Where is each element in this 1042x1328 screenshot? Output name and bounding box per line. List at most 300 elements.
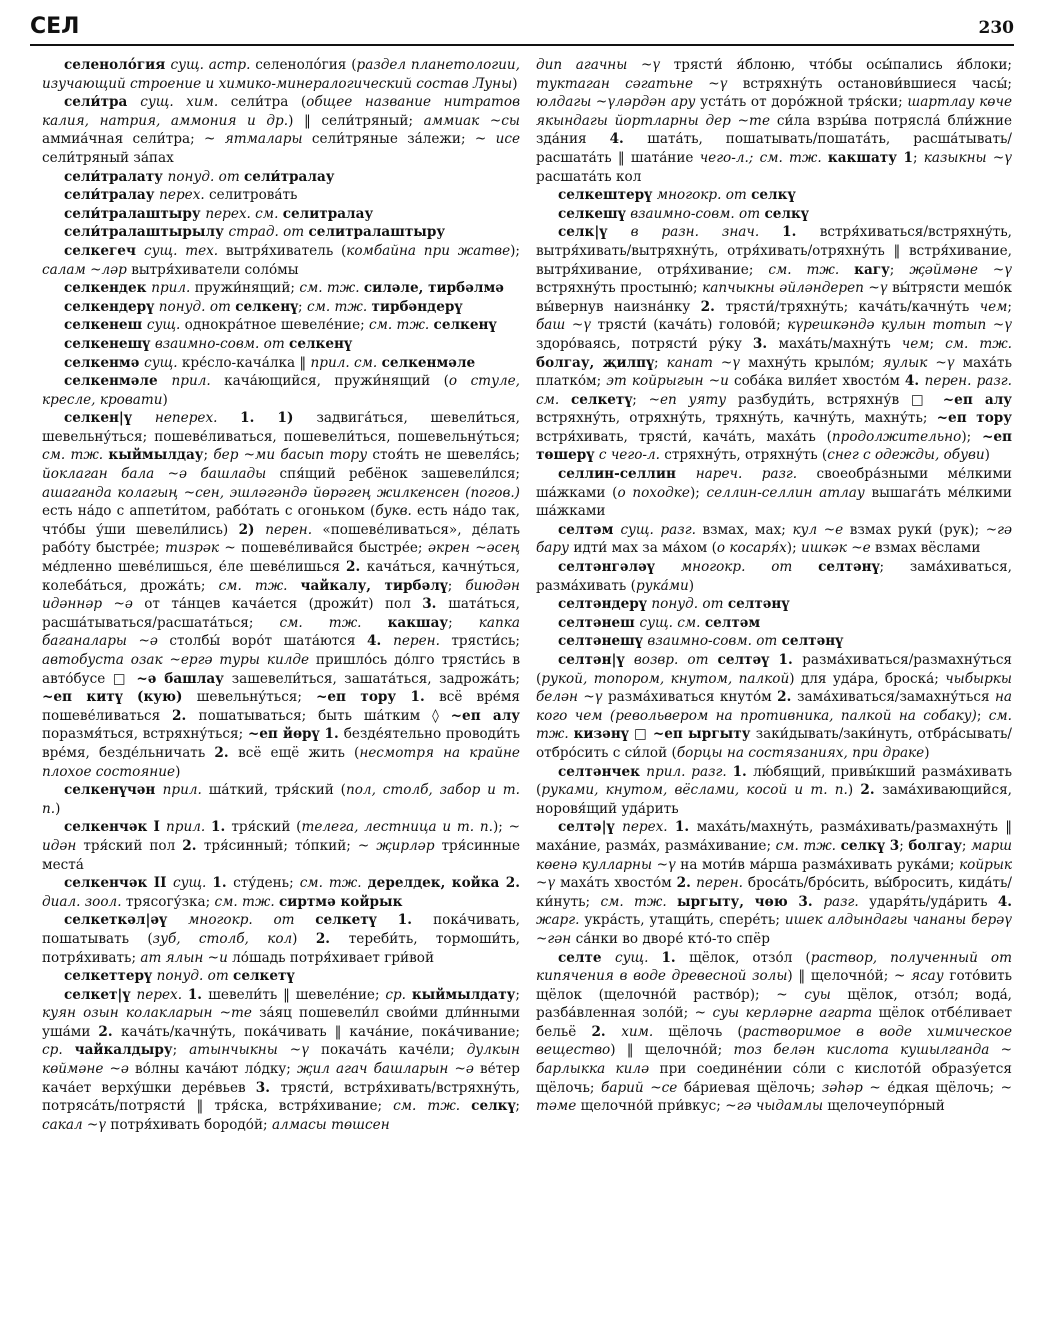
entry-bold-text: ыргыту, чөю 3. [676,893,824,910]
entry-italic-text: многокр. от [680,559,819,576]
entry-bold-text: 4. [997,893,1012,910]
entry-bold-text: селкенмәле [381,354,476,371]
entry-italic-text: сущ. разг. [620,521,703,538]
entry-bold-text: селенолóгия [64,57,171,73]
entry-italic-text: рукой, топором, кнутом, палкой [541,670,790,687]
dictionary-entry [536,651,1012,763]
entry-bold-text: ~еп алу [942,391,1012,408]
entry-italic-text: растворимое в воде химическое вещество [536,1023,1012,1059]
entry-italic-text: казыкны ~ү [923,149,1012,166]
entry-text: однокра́тное шевеле́ние; [184,317,370,334]
entry-text: здоро́ваясь, потрясти́ ру́ку [536,335,753,352]
entry-bold-text: селкенеш [64,317,147,334]
entry-bold-text: сели́тра [64,94,141,111]
entry-italic-text: ~ ясау [893,968,950,985]
entry-italic-text: борцы на состязаниях, при драке [676,744,925,761]
entry-italic-text: прил. [162,782,209,799]
page-number: 230 [978,18,1014,38]
entry-italic-text: ср. [385,986,412,1003]
entry-bold-text: селтәнеш [558,614,640,631]
entry-italic-text: возвр. от [633,652,718,668]
entry-text: ); [689,484,707,501]
entry-italic-text: руками, кнутом, вёслами, косой и т. п. [541,782,848,799]
entry-text: за́яц пошевели́л свои́ми дли́нными уша́ми [42,1005,520,1040]
dictionary-entry [536,818,1012,948]
entry-text: тря́ский пол [83,837,183,854]
entry-italic-text: прил. [166,819,211,836]
entry-text: пошеве́ливайся быстре́е; [241,540,428,557]
entry-italic-text: күрешкәндә кулын тотып ~ү [787,317,1012,334]
entry-italic-text: перен. [265,521,323,538]
entry-italic-text: тоз белән кислота кушылганда ~ барлыкка килә [536,1042,1012,1078]
dictionary-entry [42,93,520,167]
entry-bold-text: 4. [904,373,925,390]
entry-text: кре́сло-кача́лка ‖ [181,354,311,371]
entry-italic-text: взаимно-совм. от [647,633,782,650]
entry-text: шата́ть, пошатывать/пошата́ть, расша́тывать/расшата́ть ‖ шата́ние [536,131,1012,166]
entry-italic-text: автобуста озак ~ергә туры килде [42,652,316,668]
entry-italic-text: жарг. [536,912,585,929]
dictionary-entry [42,205,520,224]
entry-italic-text: куян озын колакларын ~те [42,1005,260,1022]
entry-bold-text: болгау [908,837,962,854]
entry-italic-text: см. тж. [299,280,364,297]
entry-text: щелочеупо́рный [827,1098,945,1115]
entry-text: ) ‖ сели́тряный; [288,112,424,129]
entry-italic-text: разг. [823,893,870,910]
entry-italic-text: продолжительно [831,428,962,445]
dictionary-entry [536,763,1012,819]
entry-text: щёлок, отзо́л ( [689,949,811,966]
entry-italic-text: с чего-л. [598,447,665,464]
entry-bold-text: 4. [366,633,394,650]
entry-italic-text: дип агачны ~ү [536,57,674,73]
entry-italic-text: перех. см. [205,205,283,222]
entry-italic-text: ишкәк ~е [801,540,876,557]
entry-text: маха́ть хвосто́м [560,875,677,892]
dictionary-entry [536,205,1012,224]
entry-text: на моти́в ма́рша разма́хивать рука́ми; [680,856,960,873]
entry-text: ) [512,75,518,92]
entry-text: ба́риевая щёлочь; [683,1079,822,1096]
entry-italic-text: см. тж. [299,875,368,892]
entry-text: своеобра́зными ме́лкими ша́жками ( [536,466,1012,501]
entry-text: тря́синный; то́пкий; [203,837,358,854]
entry-bold-text: ~еп йөрү 1. [247,726,344,743]
entry-bold-text: селкү [751,187,796,204]
entry-italic-text: ат ялын ~и [140,949,233,966]
entry-bold-text: 2. [214,744,239,761]
entry-text: спя́щий ребёнок зашевели́лся; [279,466,520,483]
entry-bold-text: селкенү [235,298,299,315]
entry-text: встряхну́ть простыню́; [536,280,703,297]
entry-text: ); [786,540,802,557]
dictionary-entry [42,223,520,242]
entry-italic-text: прил. разг. [646,763,733,780]
entry-text: ) [175,763,181,780]
entry-text: трясти́/тряхну́ть; кача́ть/качну́ть [725,298,980,315]
entry-bold-text: чайкалдыру [74,1042,173,1059]
entry-italic-text: сущ. астр. [170,57,256,73]
entry-text: всё ещё жить ( [238,744,360,761]
entry-bold-text: селтәм [558,521,621,538]
entry-italic-text: эт койрыгын ~и [606,373,734,390]
entry-italic-text: перех. [622,819,675,836]
entry-text: шата́ться, расша́тываться/расшата́ться; [42,596,520,631]
entry-text: зама́хиваться/замахну́ться [797,689,995,706]
entry-text: ) ‖ щелочно́й; [787,968,894,985]
entry-bold-text: селкеткәл|әү [64,912,189,929]
entry-italic-text: перех. [136,986,188,1003]
entry-text: са́нки во дворе́ кто́-то спёр [575,930,770,947]
entry-bold-text: селитралаштыру [308,224,446,241]
entry-text: махну́ть крыло́м; [748,354,883,371]
entry-italic-text: сущ. [146,317,185,334]
entry-italic-text: капка баганалары ~ә [42,614,520,650]
entry-bold-text: селтә|ү [558,819,623,836]
entry-bold-text: 3. [422,596,449,613]
entry-bold-text: селтәнү [818,559,880,576]
dictionary-entry [536,186,1012,205]
entry-text: разбуди́ть, встряхну́в □ [737,391,943,408]
entry-text: взмах вёслами [875,540,981,557]
entry-bold-text: 1. 1) [240,410,317,427]
entry-bold-text: 2. [182,837,204,854]
entry-italic-text: зуб, столб, кол [152,930,293,947]
entry-bold-text: ~еп тору [936,410,1012,427]
entry-bold-text: 2. [172,707,199,724]
dictionary-entry [42,316,520,335]
dictionary-entry [536,595,1012,614]
entry-bold-text: селкешү [558,205,631,222]
entry-text: щёлок, отзо́л; вода́, разба́вленная золо́й; [536,986,1012,1022]
entry-bold-text: кизәнү □ ~еп ыргыту [573,726,756,743]
entry-italic-text: сакал ~ү [42,1116,111,1133]
entry-italic-text: телега, лестница и т. п. [301,819,493,836]
entry-italic-text: ~гә чыдамлы [725,1098,828,1115]
entry-italic-text: сущ. [615,949,662,966]
dictionary-entry [42,409,520,781]
entry-italic-text: см. тж. [218,577,301,594]
entry-bold-text: селкү 3 [840,837,900,854]
entry-italic-text: сущ. хим. [140,94,231,111]
entry-text: кача́ться, качну́ться, колеба́ться, дрожа́ть; [42,559,520,594]
entry-text: маха́ть/махну́ть [778,335,902,352]
entry-bold-text: кагу [854,261,890,278]
entry-italic-text: сущ. [172,875,213,892]
dictionary-entry [42,372,520,409]
entry-text: ; [929,335,946,352]
entry-text: маха́ть/махну́ть, разма́хивать/размахну́ть ‖ маха́ние, разма́х, разма́хивание; [536,819,1012,854]
entry-bold-text: селкенүчән [64,782,163,799]
entry-italic-text: туктаган сәгатьне ~ү [536,75,743,92]
entry-text: ) [292,930,316,947]
entry-text: ; зама́хиваться, разма́хивать ( [536,559,1012,594]
entry-italic-text: прил. см. [310,354,382,371]
entry-text: е́дкая щёлочь; [887,1079,1001,1096]
dictionary-entry [42,168,520,187]
entry-text: тря́синные места́ [42,837,520,873]
left-column [42,56,520,1318]
dictionary-entry [42,298,520,317]
entry-text: во́лны кача́ют ло́дку; [135,1061,297,1078]
entry-text: трясти́сь; [451,633,520,650]
entry-text: ) [162,391,168,408]
entry-italic-text: ~ суы керләрне агарта [694,1005,879,1022]
entry-bold-text: 2. [98,1023,121,1040]
entry-italic-text: сущ. см. [639,614,705,631]
entry-text: трясти́, встря́хивать/встряхну́ть, потряса́ть/потрясти́ ‖ тря́ска, встря́хивание; [42,1079,520,1115]
entry-text: ); [492,819,509,836]
entry-bold-text: сели́тралаштырылу [64,224,229,241]
entry-italic-text: ср. [42,1042,75,1059]
running-headword: СЕЛ [30,14,80,39]
entry-bold-text: селкенү [433,317,497,334]
entry-text: ) ‖ щелочно́й; [610,1042,734,1059]
entry-text: броса́ть/бро́сить, вы́бросить, кида́ть/ки́нуть; [536,875,1012,910]
entry-text: селитрова́ть [209,187,298,204]
entry-text: стоя́ть не шевеля́сь; [372,447,520,464]
dictionary-entry [42,56,520,93]
entry-bold-text: селкеттерү [64,968,157,985]
entry-text: ); [510,242,520,259]
entry-text: укра́сть, утащи́ть, спере́ть; [584,912,785,929]
entry-bold-text: сели́тралату [64,168,168,185]
dictionary-entry [536,521,1012,558]
dictionary-entry [536,558,1012,595]
entry-text: сели́тряные за́лежи; [311,131,475,148]
entry-bold-text: чайкалу, тирбәлү [300,577,448,594]
entry-bold-text: селкетү [570,391,633,408]
entry-text: встря́хивать, трясти́, кача́ть, маха́ть ( [536,428,832,445]
entry-text: от та́нцев кача́ется (дрожи́т) пол [144,596,423,613]
entry-italic-text: аммиак ~сы [423,112,520,129]
entry-italic-text: ~ суы [776,986,848,1003]
dictionary-entry [42,242,520,279]
entry-text: ; [515,986,520,1003]
entry-italic-text: комбайна при жатве [346,242,511,259]
entry-italic-text: ~ җирләр [357,837,442,854]
entry-bold-text: 2. [591,1023,622,1040]
dictionary-entry [536,949,1012,1116]
entry-text: ; [899,837,909,854]
entry-bold-text: 1. [661,949,690,966]
entry-italic-text: см. тж. [600,893,677,910]
dictionary-entry [536,223,1012,465]
entry-italic-text: снег с одежды, обуви [827,447,985,464]
entry-text: си́ла взры́ва потрясла́ бли́жние зда́ния [536,112,1012,148]
dictionary-entry [536,614,1012,633]
entry-text: ; [654,354,667,371]
entry-bold-text: ~еп тору 1. [315,689,440,706]
entry-italic-text: диал. зоол. [42,893,126,910]
entry-text: ; [447,577,466,594]
entry-italic-text: сущ. тех. [144,242,226,259]
entry-italic-text: тизрәк ~ [165,540,242,557]
entry-text: пружи́нящий; [194,280,300,297]
entry-italic-text: ~ ятмалары [204,131,312,148]
entry-text: пока́чивать, пошатывать ( [42,912,520,947]
entry-italic-text: о стуле, кресле, кровати [42,373,520,408]
entry-text: сту́день; [233,875,300,892]
dictionary-entry [536,56,1012,186]
entry-italic-text: зәһәр ~ [821,1079,888,1096]
entry-text: сели́тряный за́пах [42,149,174,166]
entry-italic-text: ~еп уяту [648,391,738,408]
entry-bold-text: 1. [732,763,754,780]
entry-bold-text: селкен|ү [64,410,155,427]
entry-bold-text: 2. [777,689,798,706]
entry-text: уста́ть от доро́жной тря́ски; [700,94,908,111]
entry-italic-text: на кого чем (револьвером на противника, палкой на собаку) [536,689,1012,724]
entry-bold-text: сели́тралау [244,168,335,185]
entry-italic-text: чего-л.; см. тж. [699,149,828,166]
entry-italic-text: перен. разг. см. [536,373,1012,408]
entry-italic-text: кул ~е [792,521,850,538]
entry-text: соба́ка виля́ет хвосто́м [734,373,905,390]
entry-text: пришло́сь до́лго трясти́сь в авто́бусе □ [42,652,520,687]
entry-text: вышага́ть ме́лкими ша́жками [536,484,1012,520]
entry-bold-text: 1. [674,819,697,836]
entry-italic-text: многокр. от [188,912,316,929]
entry-bold-text: селтәнү [781,633,844,650]
entry-italic-text: прил. [171,373,225,390]
entry-bold-text: 4. [609,131,648,148]
entry-bold-text: селкенчәк I [64,819,167,836]
entry-text: пошатываться; быть ша́тким ◊ [198,707,451,724]
entry-text: взмах руки́ (рук); [849,521,986,538]
entry-bold-text: селтәнгәләү [558,559,681,576]
entry-italic-text: пол, столб, забор и т. п. [42,782,520,817]
entry-bold-text: какшату 1 [827,149,913,166]
entry-italic-text: перен. [696,875,748,892]
entry-italic-text: алмасы төшсен [271,1116,390,1133]
entry-text: щёлочь ( [668,1023,743,1040]
entry-bold-text: селтәнешү [558,633,648,650]
entry-italic-text: ишек алдындагы чананы берәү ~гән [536,912,1012,947]
entry-italic-text: атынчыкны ~ү [189,1042,321,1059]
entry-text: селенолóгия ( [255,57,357,73]
entry-bold-text: 2. [860,782,883,799]
entry-italic-text: рука́ми [635,577,689,594]
entry-text: ; [889,261,910,278]
entry-italic-text: понуд. от [156,968,234,985]
entry-italic-text: см. тж. [306,298,372,315]
entry-text: ) для уда́ра, броска́; [789,670,946,687]
entry-text: ; [1007,298,1012,315]
entry-text: тереби́ть, тормоши́ть, потря́хивать; [42,930,520,966]
entry-text: разма́хиваться кнуто́м [607,689,778,706]
entry-bold-text: ~ә башлау [136,670,232,687]
entry-bold-text: селте [558,949,616,966]
entry-italic-text: см. тж. [768,261,855,278]
entry-italic-text: шартлау көче якындагы йортларны дер ~те [536,94,1012,129]
entry-bold-text: 3. [255,1079,281,1096]
entry-text: вытря́хиватель ( [225,242,347,259]
entry-text: задвига́ться, шевели́ться, шевельну́ться; пошеве́ливаться, пошевели́ться, пошевельну́ться; [42,410,520,445]
entry-text: ) [688,577,695,594]
dictionary-entry [42,986,520,1135]
entry-text: разма́хиваться/размахну́ться ( [536,652,1012,687]
entry-text: лю́бящий, привы́кший разма́хивать ( [536,763,1012,799]
entry-bold-text: кыймылдау [108,447,204,464]
entry-italic-text: см. тж. [945,335,1012,352]
entry-text: трясти́ (кача́ть) голово́й; [597,317,788,334]
entry-italic-text: понуд. от [167,168,245,185]
entry-bold-text: дерелдек, койка 2. [367,875,520,892]
entry-italic-text: раздел планетологии, изучающий строение и химико-минералогический состав Луны [42,57,520,92]
entry-italic-text: яулык ~ү [882,354,963,371]
entry-text: трясти́ я́блоню, что́бы осы́пались я́блоки; [673,57,1012,73]
entry-text: ; [172,1042,190,1059]
entry-text: потря́хивать бородо́й; [110,1116,272,1133]
entry-bold-text: селкендек [64,280,152,297]
entry-text: взмах, мах; [702,521,793,538]
entry-text: всё вре́мя пошеве́ливаться [42,689,520,724]
entry-bold-text: селтәнчек [558,763,647,780]
entry-italic-text: барий ~се [601,1079,684,1096]
entry-bold-text: селкегеч [64,242,145,259]
entry-bold-text: силәле, тирбәлмә [363,280,504,297]
entry-text: встряхну́ть останови́вшиеся часы́; [742,75,1012,92]
entry-italic-text: баш ~ү [536,317,598,334]
entry-text: покача́ть каче́ли; [320,1042,467,1059]
entry-italic-text: букв. [375,503,417,520]
entry-italic-text: салам ~ләр [42,261,132,278]
entry-italic-text: о походке [617,484,690,501]
right-column [536,56,1012,1318]
entry-bold-text: 1. [187,986,209,1003]
entry-italic-text: ашаганда колагың ~сен, эшләгәндә йөрәгең жилкенсен (погов.) [42,484,520,501]
entry-italic-text: см. тж. [536,707,1012,743]
entry-italic-text: җил агач башларын ~ә [297,1061,481,1078]
entry-bold-text: 1. [212,875,234,892]
entry-bold-text: селтәү 1. [717,652,803,668]
entry-text: аммиа́чная сели́тра; [42,131,205,148]
entry-bold-text: 2. [700,298,726,315]
entry-text: ; [632,391,649,408]
entry-bold-text: селкендерү [64,298,159,315]
entry-bold-text: 1. [211,819,232,836]
entry-bold-text: кыймылдату [411,986,516,1003]
entry-italic-text: понуд. от [651,596,728,613]
entry-bold-text: селкенешү [64,335,155,352]
entry-text: ) [55,800,61,817]
entry-text: щелочно́й при́вкус; [580,1098,726,1115]
dictionary-entry [42,781,520,818]
entry-text: вытря́хиватели соло́мы [131,261,299,278]
entry-bold-text: селкү [471,1098,516,1115]
entry-text: есть на́до с аппети́том, рабо́тать с огоньком ( [42,503,376,520]
entry-text: ударя́ть/уда́рить [869,893,998,910]
entry-italic-text: койрык ~ү [536,856,1012,892]
entry-italic-text: капчыкны әйләндереп ~ү [702,280,893,297]
entry-italic-text: неперех. [154,410,241,427]
entry-text: зама́хивающийся, норовя́щий уда́рить [536,782,1012,817]
entry-bold-text: селкенмәле [64,373,172,390]
entry-italic-text: биюдән идәннәр ~ә [42,577,520,613]
entry-bold-text: 2) [238,521,266,538]
entry-text: при соедине́нии со́ли с кислото́й образу́ется щёлочь; [536,1061,1012,1096]
entry-text: встряхну́ть, отряхну́ть, тряхну́ть, качну́ть, махну́ть; [536,410,937,427]
entry-text: ло́шадь потря́хивает гри́вой [232,949,435,966]
entry-italic-text: ~ исе [474,131,520,148]
entry-text: маха́ть платко́м; [536,354,1012,390]
entry-italic-text: сущ. [144,354,182,371]
entry-bold-text: селкет|ү [64,986,137,1003]
entry-bold-text: болгау, җилпү [536,354,655,371]
entry-text: ); [961,428,982,445]
